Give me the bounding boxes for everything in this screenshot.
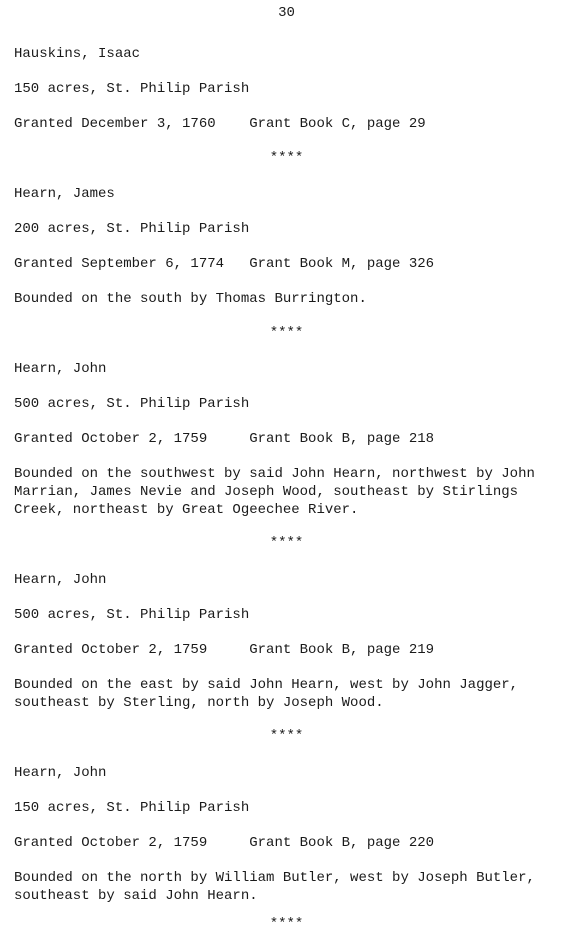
entry-name: Hearn, John	[14, 765, 107, 781]
separator: ****	[269, 325, 304, 341]
separator: ****	[269, 535, 304, 551]
separator: ****	[269, 916, 304, 932]
entry-bounds: Bounded on the north by William Butler, west by Joseph Butler, southeast by said John Hearn.	[14, 870, 535, 904]
entry-name: Hearn, John	[14, 361, 107, 377]
entry-grant: Granted October 2, 1759 Grant Book B, page 220	[14, 835, 435, 851]
entry-acres: 200 acres, St. Philip Parish	[14, 221, 250, 237]
entry-bounds: Bounded on the southwest by said John Hearn, northwest by John Marrian, James Nevie and Joseph Wood, southeast by Stirlings Creek, northeast by Great Ogeechee River.	[14, 466, 535, 518]
entry-acres: 500 acres, St. Philip Parish	[14, 607, 250, 623]
entry-name: Hearn, James	[14, 186, 115, 202]
entry-acres: 150 acres, St. Philip Parish	[14, 81, 250, 97]
entry-grant: Granted September 6, 1774 Grant Book M, page 326	[14, 256, 435, 272]
entry-grant: Granted December 3, 1760 Grant Book C, page 29	[14, 116, 426, 132]
page-number: 30	[278, 5, 295, 21]
entry-acres: 150 acres, St. Philip Parish	[14, 800, 250, 816]
entry-grant: Granted October 2, 1759 Grant Book B, page 218	[14, 431, 435, 447]
entry-grant: Granted October 2, 1759 Grant Book B, page 219	[14, 642, 435, 658]
entry-acres: 500 acres, St. Philip Parish	[14, 396, 250, 412]
entry-bounds: Bounded on the south by Thomas Burrington.	[14, 291, 367, 307]
entry-bounds: Bounded on the east by said John Hearn, west by John Jagger, southeast by Sterling, north by Joseph Wood.	[14, 677, 519, 711]
entry-name: Hearn, John	[14, 572, 107, 588]
separator: ****	[269, 150, 304, 166]
separator: ****	[269, 728, 304, 744]
entry-name: Hauskins, Isaac	[14, 46, 141, 62]
